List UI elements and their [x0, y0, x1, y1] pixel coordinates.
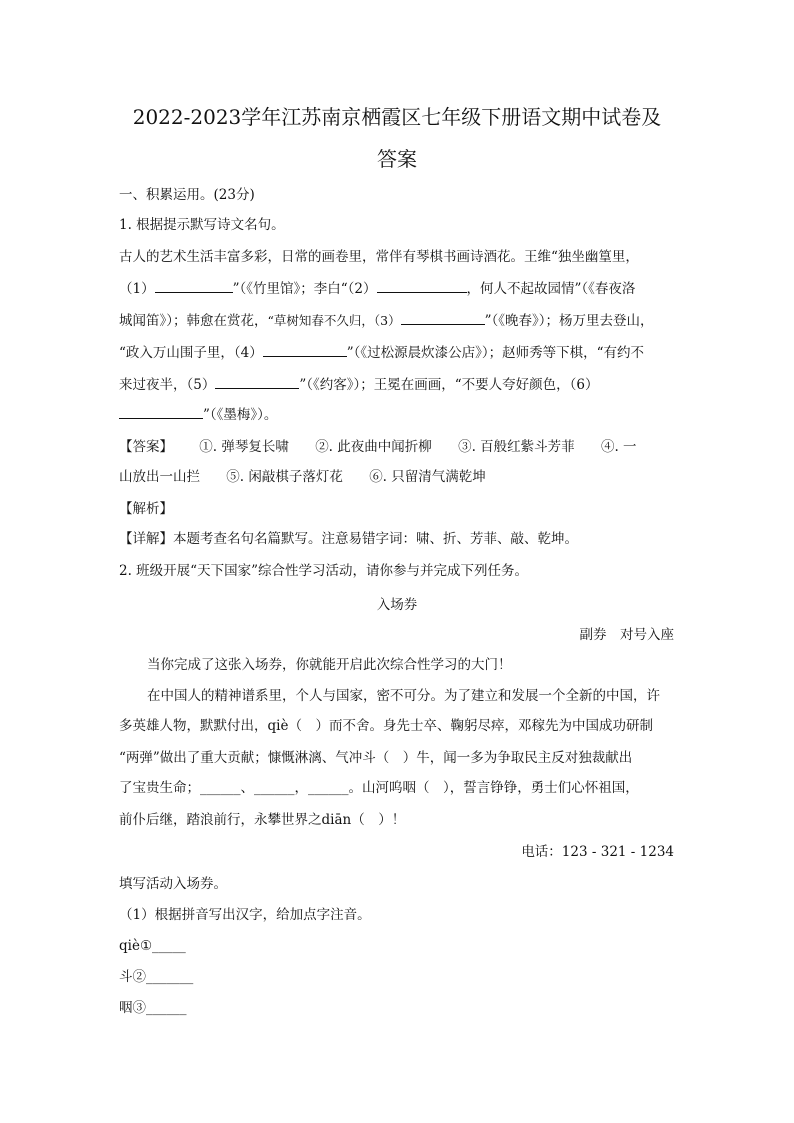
fill-blank-1[interactable] [155, 280, 233, 293]
fill-item-1[interactable]: qiè①_____ [119, 938, 186, 954]
doc-title-line2: 答案 [377, 147, 417, 171]
q1-text-4b: ”（《过松源晨炊漆公店》）；赵师秀等下棋，“有约不 [346, 345, 645, 361]
fill-blank-2[interactable] [377, 280, 467, 293]
q1-text-3c: ”（《晚春》）；杨万里去登山， [484, 313, 654, 329]
answer-line1 [119, 438, 679, 456]
ticket-paragraph-1: 当你完成了这张入场券，你就能开启此次综合性学习的大门！ [147, 657, 512, 673]
q1-text-4a: “政入万山围子里，（4） [119, 345, 263, 361]
answer-line2 [119, 468, 679, 486]
q1-paragraph-line5 [119, 376, 679, 394]
ticket-title: 入场券 [376, 597, 418, 613]
ticket-paragraph-2-line5: 前仆后继，踏浪前行，永攀世界之diān（ ）！ [119, 812, 406, 828]
fill-blank-6[interactable] [119, 406, 203, 419]
blank-label-1: （1） [119, 281, 155, 297]
answer-label: 【答案】 [119, 439, 173, 455]
q1-text-6a: ”（《墨梅》）。 [203, 407, 278, 423]
answer-item-4b: 山放出一山拦 [119, 469, 200, 485]
analysis-label: 【解析】 [119, 501, 173, 517]
answer-item-1: ①. 弹琴复长啸 [199, 439, 289, 455]
ticket-paragraph-2-line2: 多英雄人物，默默付出，qiè（ ）而不舍。身先士卒、鞠躬尽瘁，邓稼先为中国成功研制 [119, 718, 653, 734]
q1-text-3b: “草树知春不久归，（3） [267, 313, 401, 328]
q1-text-5a: 来过夜半，（5） [119, 377, 216, 393]
fill-blank-3[interactable] [401, 312, 485, 325]
fill-blank-5[interactable] [215, 376, 299, 389]
fill-item-2[interactable]: 斗②_______ [119, 969, 194, 985]
q1-paragraph-line4 [119, 344, 679, 362]
ticket-paragraph-2-line1: 在中国人的精神谱系里，个人与国家，密不可分。为了建立和发展一个全新的中国，许 [147, 688, 660, 704]
answer-item-3: ③. 百般红紫斗芳菲 [458, 439, 575, 455]
q1-paragraph-line2 [119, 280, 679, 298]
ticket-subtitle: 副券 对号入座 [579, 627, 674, 643]
q1-text-5b: ”（《约客》）；王冕在画画，“不要人夸好颜色，（6） [299, 377, 599, 393]
q2-prompt: 2. 班级开展“天下国家”综合性学习活动，请你参与并完成下列任务。 [119, 563, 528, 579]
fill-item-3[interactable]: 咽③______ [119, 1000, 187, 1016]
q1-paragraph-line1: 古人的艺术生活丰富多彩，日常的画卷里，常伴有琴棋书画诗酒花。王维“独坐幽篁里， [119, 249, 639, 265]
q1-prompt: 1. 根据提示默写诗文名句。 [119, 217, 285, 233]
ticket-paragraph-2-line4: 了宝贵生命；______、______，______。山河呜咽（ ），誓言铮铮，勇士们心怀祖国， [119, 780, 639, 796]
answer-item-5: ⑤. 闲敲棋子落灯花 [226, 469, 343, 485]
answer-item-6: ⑥. 只留清气满乾坤 [369, 469, 486, 485]
q1-paragraph-line3 [119, 312, 679, 330]
subquestion-1: （1）根据拼音写出汉字，给加点字注音。 [119, 907, 371, 923]
answer-item-2: ②. 此夜曲中闻折柳 [315, 439, 432, 455]
answer-item-4a: ④. 一 [600, 439, 637, 455]
detail-explanation: 【详解】本题考查名句名篇默写。注意易错字词：啸、折、芳菲、敲、乾坤。 [119, 531, 578, 547]
task-instruction: 填写活动入场券。 [119, 876, 227, 892]
ticket-phone: 电话：123 - 321 - 1234 [521, 844, 674, 860]
ticket-paragraph-2-line3: “两弹”做出了重大贡献；慷慨淋漓、气冲斗（ ）牛，闻一多为争取民主反对独裁献出 [119, 750, 633, 766]
q1-text-2b: ”（《竹里馆》；李白“（2） [232, 281, 377, 297]
q1-text-2c: ，何人不起故园情”（《春夜洛 [466, 281, 636, 297]
doc-title-line1: 2022-2023学年江苏南京栖霞区七年级下册语文期中试卷及 [132, 105, 662, 129]
q1-paragraph-line6 [119, 406, 679, 424]
q1-text-3a: 城闻笛》）；韩愈在赏花， [119, 313, 268, 329]
fill-blank-4[interactable] [263, 344, 347, 357]
section1-heading: 一、积累运用。(23分) [119, 187, 255, 203]
